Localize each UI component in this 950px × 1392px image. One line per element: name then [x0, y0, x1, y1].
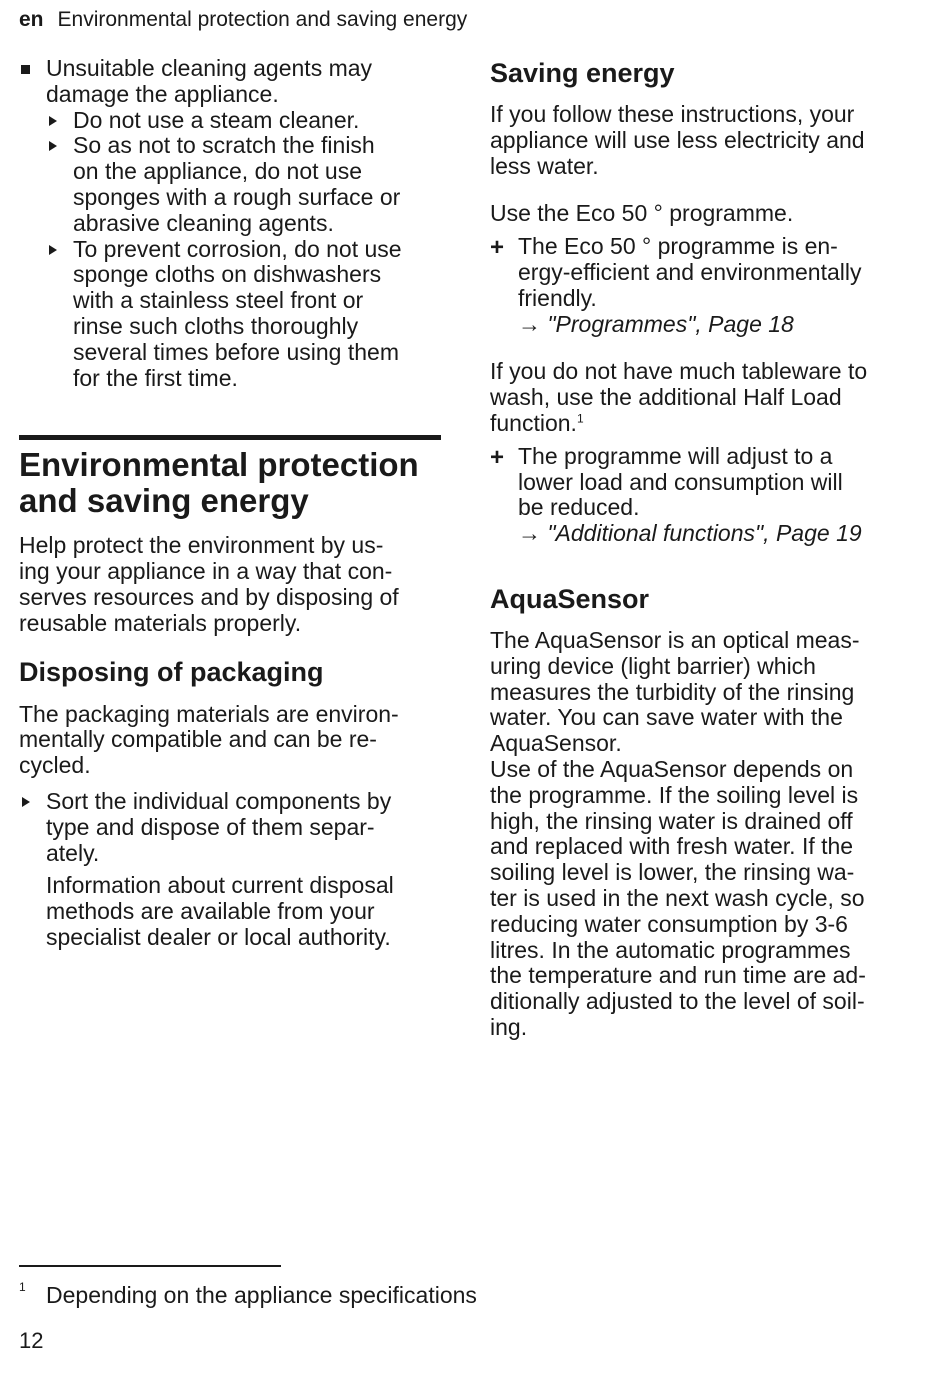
- footnote-rule: [19, 1265, 281, 1267]
- header-title: Environmental protection and saving energy: [57, 8, 468, 31]
- section-intro: Help protect the environment by us- ing your appliance in a way that con- serves resources and by disposing of reusable materials properly.: [19, 532, 399, 636]
- half-load-result-text: The programme will adjust to a lower load and consumption will be reduced. → "Additional functions", Page 19: [518, 444, 915, 547]
- additional-functions-link[interactable]: → "Additional functions", Page 19: [518, 520, 862, 547]
- eco-instruction: Use the Eco 50 ° programme.: [490, 200, 794, 227]
- section-title: Environmental protection and saving energy: [19, 446, 419, 520]
- half-load-result: [490, 444, 915, 547]
- warning-step: [46, 108, 441, 134]
- aquasensor-paragraph: Use of the AquaSensor depends on the programme. If the soiling level is high, the rinsing water is drained off and replaced with fresh water. If the soiling level is lower, the rinsing wa- ter is used in the next wash cycle, so reducing water consumption by 3-6 litres. In the automatic programmes the temperature and run time are ad- ditionally adjusted to the level of soil- ing.: [490, 755, 866, 1040]
- eco-result: [490, 234, 915, 337]
- warning-step: [46, 133, 441, 236]
- disposing-step-text: Sort the individual components by type and dispose of them separ- ately.: [46, 787, 392, 866]
- disposing-info: Information about current disposal methods are available from your specialist dealer or local authority.: [46, 872, 394, 950]
- triangle-bullet-icon: [22, 797, 30, 807]
- square-bullet-icon: [21, 65, 30, 74]
- language-code: en: [19, 8, 44, 31]
- programmes-link[interactable]: → "Programmes", Page 18: [518, 310, 794, 337]
- plus-icon: +: [490, 443, 505, 471]
- warning-item: [19, 56, 441, 391]
- warning-step: [46, 237, 441, 392]
- half-load-instruction: If you do not have much tableware to wash, use the additional Half Load function.$^1$: [490, 358, 868, 436]
- warning-step-text: Do not use a steam cleaner.: [73, 106, 360, 133]
- triangle-bullet-icon: [49, 116, 57, 126]
- triangle-bullet-icon: [49, 141, 57, 151]
- aquasensor-title: AquaSensor: [490, 583, 650, 614]
- saving-title: Saving energy: [490, 58, 675, 88]
- saving-intro: If you follow these instructions, your appliance will use less electricity and less water.: [490, 101, 865, 179]
- right-column: [490, 56, 915, 1041]
- footnote-number: 1: [19, 1280, 26, 1294]
- warning-text: Unsuitable cleaning agents may damage the appliance.: [46, 55, 373, 107]
- eco-result-text: The Eco 50 ° programme is en- ergy-efficient and environmentally friendly. → "Programmes", Page 18: [518, 234, 915, 337]
- footnote-text: Depending on the appliance specifications: [46, 1282, 477, 1308]
- warning-step-text: To prevent corrosion, do not use sponge cloths on dishwashers with a stainless steel front or rinse such cloths thoroughly several times before using them for the first time.: [73, 235, 402, 391]
- left-column: [19, 56, 441, 951]
- footnote-marker: 1: [576, 411, 584, 426]
- triangle-bullet-icon: [49, 245, 57, 255]
- disposing-text: The packaging materials are environ- mentally compatible and can be re- cycled.: [19, 700, 399, 779]
- page-number: 12: [19, 1328, 44, 1353]
- plus-icon: +: [490, 234, 505, 262]
- disposing-title: Disposing of packaging: [19, 656, 324, 687]
- section-rule: [19, 435, 441, 440]
- warning-step-text: So as not to scratch the finish on the appliance, do not use sponges with a rough surface or abrasive cleaning agents.: [73, 132, 401, 236]
- running-header: [19, 8, 467, 32]
- disposing-step: [19, 789, 441, 951]
- aquasensor-paragraph: The AquaSensor is an optical meas- uring device (light barrier) which measures the turbidity of the rinsing water. You can save water with the AquaSensor.: [490, 626, 860, 757]
